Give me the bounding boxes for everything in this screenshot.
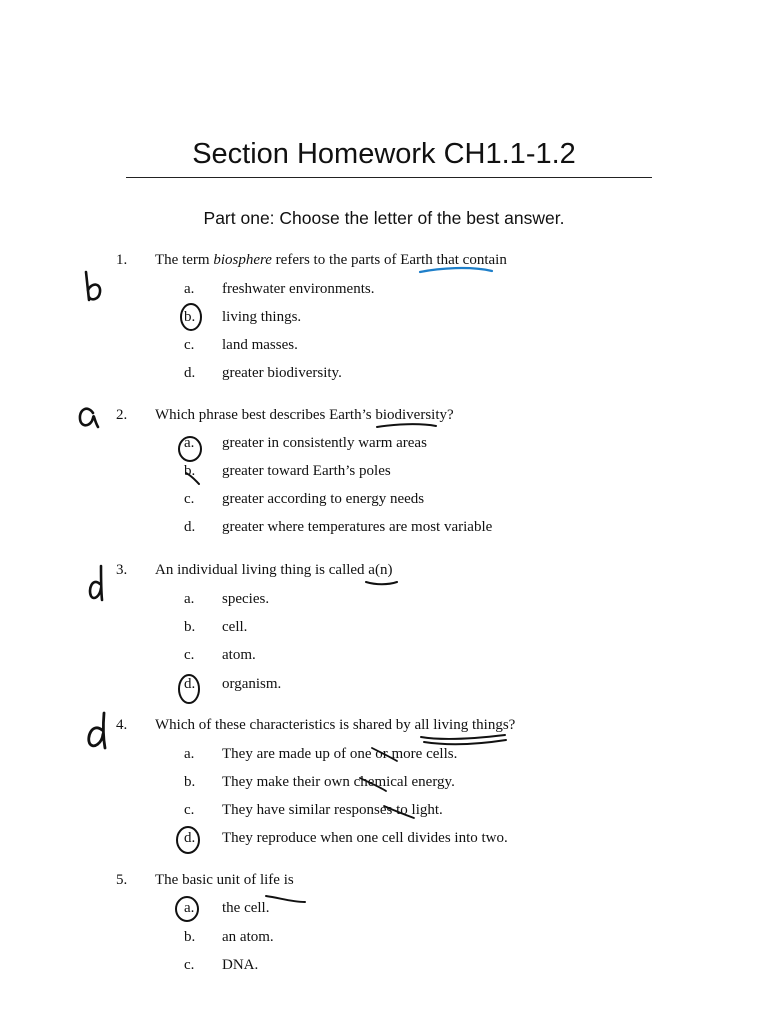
option-letter: b. <box>184 309 196 325</box>
option-text: They reproduce when one cell divides into two. <box>222 830 508 846</box>
option-letter: d. <box>184 830 196 846</box>
option-text: greater where temperatures are most variable <box>222 519 493 535</box>
question-text: The basic unit of life is <box>155 872 294 888</box>
option-text: They have similar responses to light. <box>222 802 443 818</box>
option-text: cell. <box>222 619 248 635</box>
question-number: 3. <box>116 562 128 578</box>
question-text: Which of these characteristics is shared by all living things? <box>155 717 516 733</box>
option-letter: c. <box>184 802 195 818</box>
option-text: living things. <box>222 309 302 325</box>
underline-life-is <box>266 896 305 902</box>
option-text: the cell. <box>222 900 270 916</box>
handwritten-answer-q2 <box>80 409 98 427</box>
underline-a-n <box>366 582 397 584</box>
title-rule <box>126 177 652 178</box>
option-letter: b. <box>184 619 196 635</box>
option-letter: a. <box>184 746 195 762</box>
option-letter: d. <box>184 519 196 535</box>
option-text: greater biodiversity. <box>222 365 342 381</box>
option-text: greater in consistently warm areas <box>222 435 427 451</box>
option-letter: c. <box>184 491 195 507</box>
option-letter: c. <box>184 647 195 663</box>
option-text: land masses. <box>222 337 298 353</box>
option-letter: a. <box>184 900 195 916</box>
option-letter: a. <box>184 591 195 607</box>
option-letter: d. <box>184 676 196 692</box>
option-letter: d. <box>184 365 196 381</box>
option-letter: a. <box>184 435 195 451</box>
underline-all-living-things-2 <box>424 740 506 744</box>
option-letter: a. <box>184 281 195 297</box>
option-text: greater toward Earth’s poles <box>222 463 391 479</box>
option-text: They are made up of one or more cells. <box>222 746 458 762</box>
handwritten-answer-q3 <box>90 566 102 600</box>
option-text: greater according to energy needs <box>222 491 425 507</box>
underline-all-living-things <box>421 735 505 739</box>
option-letter: b. <box>184 463 196 479</box>
option-text: an atom. <box>222 929 274 945</box>
question-text: The term biosphere refers to the parts of Earth that contain <box>155 252 507 268</box>
question-number: 1. <box>116 252 128 268</box>
option-text: species. <box>222 591 270 607</box>
option-text: atom. <box>222 647 256 663</box>
option-text: freshwater environments. <box>222 281 375 297</box>
question-text: Which phrase best describes Earth’s biodiversity? <box>155 407 454 423</box>
handwritten-answer-q4 <box>89 713 105 748</box>
option-letter: b. <box>184 929 196 945</box>
option-text: DNA. <box>222 957 259 973</box>
question-text: An individual living thing is called a(n) <box>155 562 393 578</box>
question-number: 4. <box>116 717 128 733</box>
document-title: Section Homework CH1.1-1.2 <box>192 138 576 170</box>
option-text: They make their own chemical energy. <box>222 774 455 790</box>
section-subtitle: Part one: Choose the letter of the best answer. <box>203 208 565 228</box>
option-letter: c. <box>184 337 195 353</box>
handwritten-answer-q1 <box>86 272 100 300</box>
question-number: 2. <box>116 407 128 423</box>
option-letter: b. <box>184 774 196 790</box>
option-letter: c. <box>184 957 195 973</box>
option-text: organism. <box>222 676 282 692</box>
underline-biodiversity <box>377 424 436 427</box>
question-number: 5. <box>116 872 128 888</box>
